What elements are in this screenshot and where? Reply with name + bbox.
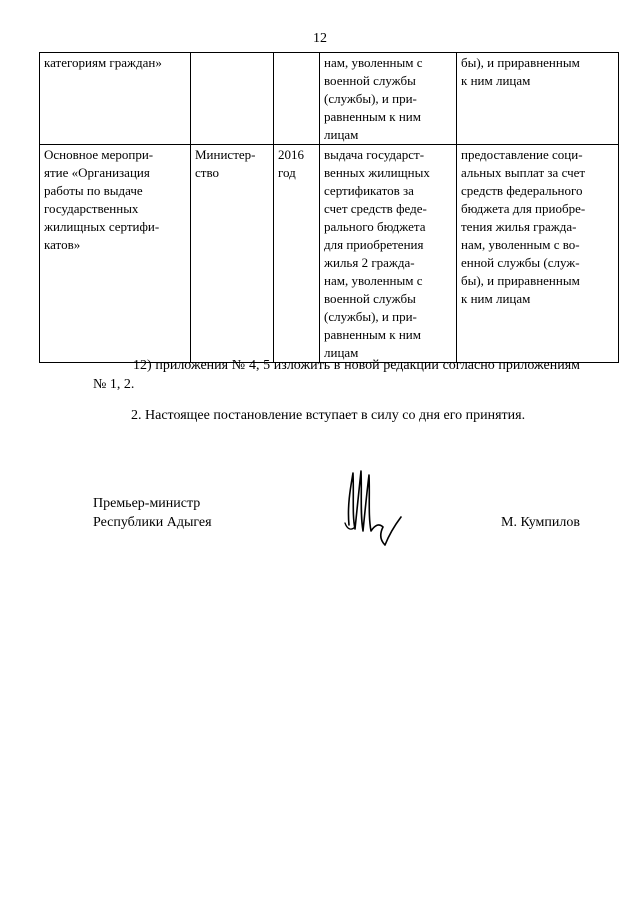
- signatory-title: Премьер-министр Республики Адыгея: [93, 496, 212, 530]
- executor-cell: Министер- ство: [191, 145, 274, 363]
- paragraph-item-12: 12) приложения № 4, 5 изложить в новой редакции согласно приложениям № 1, 2.: [93, 358, 580, 392]
- result-cell: предоставление соци- альных выплат за счет средств федерального бюджета для приобре- тения жилья гражда- нам, уволенным с во- енной службы (служ- бы), и приравненным к ним лицам: [457, 145, 619, 363]
- event-cell: категориям граждан»: [40, 53, 191, 145]
- mechanism-cell: выдача государст- венных жилищных сертификатов за счет средств феде- рального бюджета для приобретения жилья 2 гражда- нам, уволенным с военной службы (службы), и при- равненным к ним лицам: [320, 145, 457, 363]
- measures-table: [39, 52, 619, 363]
- result-cell: бы), и приравненным к ним лицам: [457, 53, 619, 145]
- page-number: 12: [313, 31, 327, 46]
- event-cell: Основное меропри- ятие «Организация работы по выдаче государственных жилищных сертифи- катов»: [40, 145, 191, 363]
- executor-cell: [191, 53, 274, 145]
- year-cell: [274, 53, 320, 145]
- signatory-name: М. Кумпилов: [501, 515, 580, 530]
- handwritten-signature: [335, 465, 410, 550]
- table-row: [40, 53, 619, 145]
- mechanism-cell: нам, уволенным с военной службы (службы), и при- равненным к ним лицам: [320, 53, 457, 145]
- table-row: [40, 145, 619, 363]
- paragraph-item-2: 2. Настоящее постановление вступает в силу со дня его принятия.: [131, 408, 526, 423]
- year-cell: 2016 год: [274, 145, 320, 363]
